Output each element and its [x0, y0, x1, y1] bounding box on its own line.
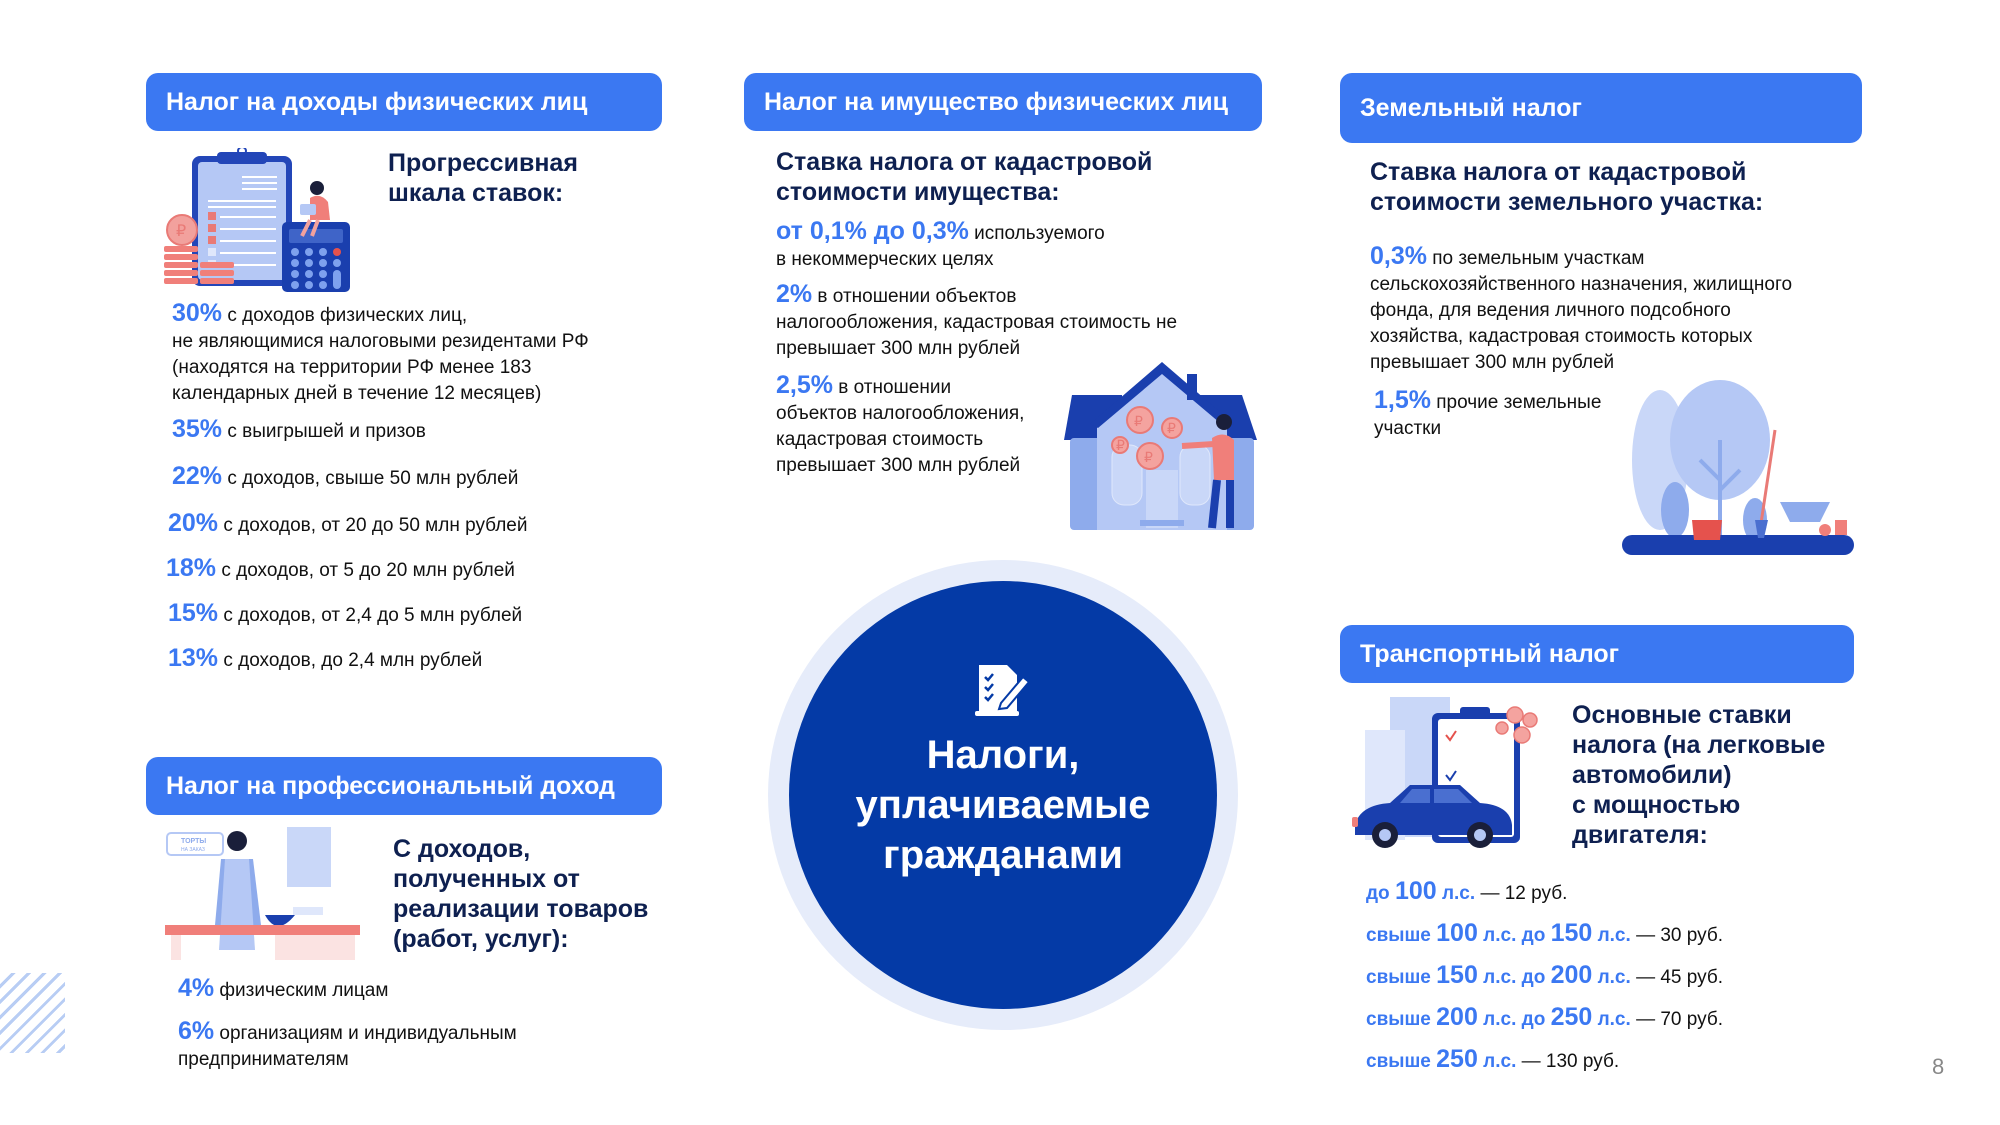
ndfl-rate-20: 20% с доходов, от 20 до 50 млн рублей: [168, 509, 528, 537]
professional-rate-4: 4% физическим лицам: [178, 974, 389, 1002]
svg-text:₽: ₽: [1167, 420, 1176, 436]
garden-trees-tools-illustration: [1620, 370, 1860, 555]
land-rate-1.5: 1,5% прочие земельные участки: [1374, 386, 1602, 439]
center-circle: [789, 581, 1217, 1009]
property-subtitle: Ставка налога от кадастровой стоимости имущества:: [776, 148, 1153, 206]
center-title: Налоги, уплачиваемые гражданами: [855, 732, 1151, 877]
transport-rate-row: свыше 250 л.с. — 130 руб.: [1366, 1045, 1620, 1073]
ndfl-header: [146, 73, 662, 131]
land-header-label: Земельный налог: [1360, 93, 1582, 122]
transport-rate-row: свыше 100 л.с. до 150 л.с. — 30 руб.: [1366, 919, 1723, 947]
decorative-stripes: [0, 973, 65, 1053]
transport-subtitle: Основные ставки налога (на легковые автомобили) с мощностью двигателя:: [1572, 701, 1826, 849]
property-header: [744, 73, 1262, 131]
property-header-label: Налог на имущество физических лиц: [764, 87, 1228, 116]
document-checklist-pencil-icon: [973, 661, 1033, 726]
ndfl-rate-13: 13% с доходов, до 2,4 млн рублей: [168, 644, 483, 672]
transport-header-label: Транспортный налог: [1360, 639, 1620, 668]
ndfl-rate-30: 30% с доходов физических лиц, не являющимися налоговыми резидентами РФ (находятся на территории РФ менее 183 календарных дней в течение 12 месяцев): [172, 299, 589, 404]
professional-header: [146, 757, 662, 815]
baker-woman-illustration: [165, 825, 365, 960]
professional-header-label: Налог на профессиональный доход: [166, 771, 615, 800]
house-coins-man-illustration: [1062, 360, 1262, 535]
page-number: 8: [1932, 1054, 1945, 1079]
property-rate-2.5: 2,5% в отношении объектов налогообложения, кадастровая стоимость превышает 300 млн рублей: [776, 371, 1025, 476]
ndfl-header-label: Налог на доходы физических лиц: [166, 87, 588, 116]
svg-text:ТОРТЫ: ТОРТЫ: [181, 838, 207, 845]
ndfl-rate-35: 35% с выигрышей и призов: [172, 415, 426, 443]
ndfl-subtitle: Прогрессивная шкала ставок:: [388, 149, 578, 207]
land-header: [1340, 73, 1862, 143]
svg-text:НА ЗАКАЗ: НА ЗАКАЗ: [181, 847, 205, 853]
transport-rate-row: свыше 150 л.с. до 200 л.с. — 45 руб.: [1366, 961, 1723, 989]
svg-text:₽: ₽: [1144, 449, 1153, 465]
professional-subtitle: С доходов, полученных от реализации товаров (работ, услуг):: [393, 835, 649, 953]
car-clipboard-coins-illustration: [1350, 695, 1550, 860]
ndfl-rate-15: 15% с доходов, от 2,4 до 5 млн рублей: [168, 599, 523, 627]
ndfl-rate-22: 22% с доходов, свыше 50 млн рублей: [172, 462, 519, 490]
property-rate-0.1-0.3: от 0,1% до 0,3% используемого в некоммерческих целях: [776, 217, 1105, 270]
land-subtitle: Ставка налога от кадастровой стоимости земельного участка:: [1370, 158, 1764, 216]
svg-text:₽: ₽: [1134, 413, 1143, 429]
transport-rate-row: до 100 л.с. — 12 руб.: [1366, 877, 1568, 905]
land-rate-0.3: 0,3% по земельным участкам сельскохозяйственного назначения, жилищного фонда, для ведения личного подсобного хозяйства, кадастровая стоимость которых превышает 300 млн рублей: [1370, 242, 1793, 373]
svg-text:₽: ₽: [176, 223, 187, 240]
transport-rate-row: свыше 200 л.с. до 250 л.с. — 70 руб.: [1366, 1003, 1723, 1031]
ndfl-rate-18: 18% с доходов, от 5 до 20 млн рублей: [166, 554, 515, 582]
transport-header: [1340, 625, 1854, 683]
property-rate-2: 2% в отношении объектов налогообложения, кадастровая стоимость не превышает 300 млн рублей: [776, 280, 1178, 359]
professional-rate-6: 6% организациям и индивидуальным предпринимателям: [178, 1017, 517, 1070]
svg-text:₽: ₽: [1116, 437, 1125, 453]
clipboard-calculator-coins-illustration: [162, 148, 352, 293]
